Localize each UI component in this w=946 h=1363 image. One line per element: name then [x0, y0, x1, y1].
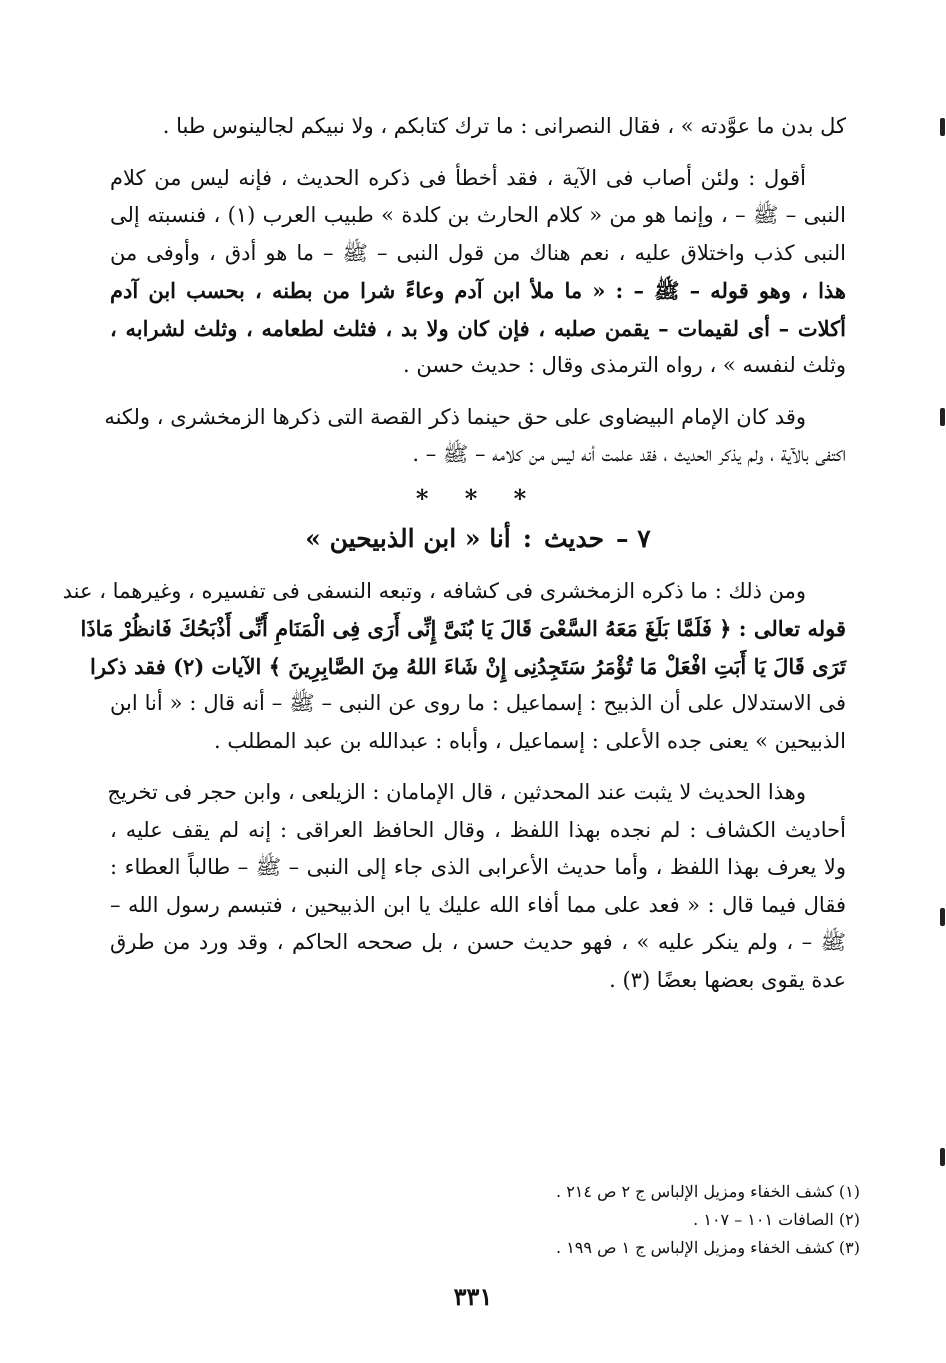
text-line: كل بدن ما عوَّدته » ، فقال النصرانى : ما ترك كتابكم ، ولا نبيكم لجالينوس طبا . [162, 114, 846, 138]
scan-edge-mark [940, 408, 945, 426]
text-line: أحاديث الكشاف : لم نجده بهذا اللفظ ، وقال الحافظ العراقى : إنه لم يقف عليه ، [110, 817, 846, 842]
quran-verse-line: تَرَى قَالَ يَا أَبَتِ افْعَلْ مَا تُؤْمَرُ سَتَجِدُنِى إِنْ شَاءَ اللهُ مِنَ الصَّابِرِينَ ﴾ الآيات (٢) فقد ذكرا [90, 653, 846, 679]
paragraph-3 [104, 399, 846, 474]
text-line: ﷺ – ، ولم ينكر عليه » ، فهو حديث حسن ، بل صححه الحاكم ، وقد ورد من طرق [110, 930, 846, 954]
text-line: أكلات – أى لقيمات – يقمن صلبه ، فإن كان ولا بد ، فثلث لطعامه ، وثلث لشرابه ، [110, 315, 846, 341]
text-line: أقول : ولئن أصاب فى الآية ، فقد أخطأ فى ذكره الحديث ، فإنه ليس من كلام [110, 165, 806, 190]
paragraph-5 [107, 774, 846, 999]
section-heading [110, 519, 846, 559]
text-line: ولا يعرف بهذا اللفظ ، وأما حديث الأعرابى الذى جاء إلى النبى – ﷺ – طالباً العطاء : [110, 855, 846, 879]
scan-edge-mark [940, 1148, 945, 1166]
section-number: ٧ – [616, 523, 651, 553]
text-line: هذا ، وهو قوله – ﷺ – : « ما ملأ ابن آدم وعاءً شرا من بطنه ، بحسب ابن آدم [110, 278, 846, 303]
footnote: (٢) الصافات ١٠١ – ١٠٧ . [693, 1210, 860, 1229]
text-line: فقال فيما قال : « فعد على مما أفاء الله عليك يا ابن الذبيحين ، فتبسم رسول الله – [110, 892, 846, 917]
text-line: فى الاستدلال على أن الذبيح : إسماعيل : ما روى عن النبى – ﷺ – أنه قال : « أنا ابن [110, 691, 846, 715]
page-number: ٣٣١ [453, 1282, 493, 1311]
section-separator: * * * [415, 483, 541, 513]
text-line: النبى كذب واختلاق عليه ، نعم هناك من قول النبى – ﷺ – ما هو أدق ، وأوفى من [110, 240, 846, 265]
text-line: وقد كان الإمام البيضاوى على حق حينما ذكر القصة التى ذكرها الزمخشرى ، ولكنه [104, 404, 806, 429]
text-line: عدة يقوى بعضها بعضًا (٣) . [609, 967, 846, 992]
section-colon: : [522, 523, 532, 553]
footnote: (٣) كشف الخفاء ومزيل الإلباس ج ١ ص ١٩٩ . [556, 1238, 860, 1257]
footnotes [100, 1178, 860, 1262]
scan-edge-mark [940, 908, 945, 926]
text-line: ومن ذلك : ما ذكره الزمخشرى فى كشافه ، وتبعه النسفى فى تفسيره ، وغيرهما ، عند [62, 578, 806, 603]
section-title: أنا « ابن الذبيحين » [305, 523, 511, 553]
text-line: وثلث لنفسه » ، رواه الترمذى وقال : حديث حسن . [402, 353, 846, 377]
paragraph-1 [110, 108, 846, 146]
quran-verse-line: قوله تعالى : ﴿ فَلَمَّا بَلَغَ مَعَهُ السَّعْىَ قَالَ يَا بُنَىَّ إِنِّى أَرَى فِى الْمَنَامِ أَنِّى أَذْبَحُكَ فَانظُرْ مَاذَا [80, 616, 846, 641]
scan-edge-mark [940, 118, 945, 136]
paragraph-4 [62, 573, 846, 761]
footnote: (١) كشف الخفاء ومزيل الإلباس ج ٢ ص ٢١٤ . [556, 1182, 860, 1201]
text-line: النبى – ﷺ – ، وإنما هو من « كلام الحارث بن كلدة » طبيب العرب (١) ، فنسبته إلى [110, 203, 846, 227]
text-line: وهذا الحديث لا يثبت عند المحدثين ، قال الإمامان : الزيلعى ، وابن حجر فى تخريج [107, 780, 806, 804]
text-line: اكتفى بالآية ، ولم يذكر الحديث ، فقد علمت أنه ليس من كلامه – ﷺ – . [412, 442, 846, 466]
section-label: حديث [543, 523, 605, 553]
text-line: الذبيحين » يعنى جده الأعلى : إسماعيل ، وأباه : عبدالله بن عبد المطلب . [213, 728, 846, 753]
paragraph-2 [110, 160, 846, 385]
